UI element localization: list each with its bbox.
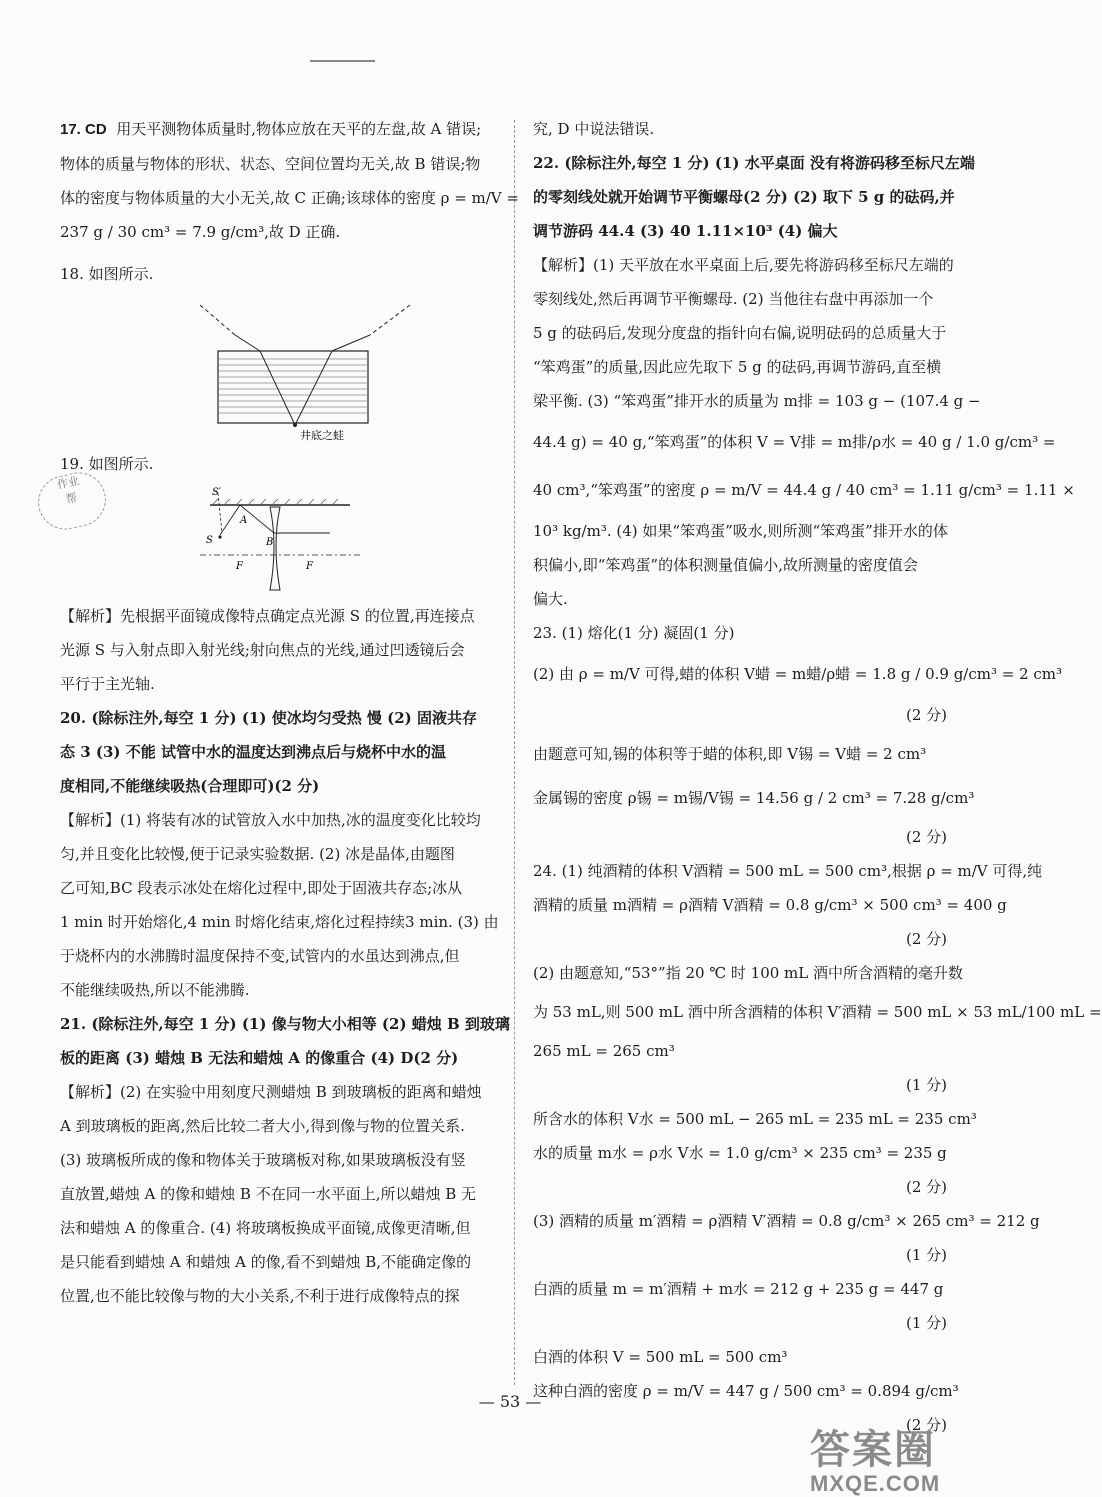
q22-analysis-9: 积偏小,即“笨鸡蛋”的体积测量值偏小,故所测量的密度值会 — [533, 556, 918, 574]
label-a: A — [240, 515, 248, 526]
q23-score-2: (2 分) — [905, 828, 947, 846]
q20-line-2: 态 3 (3) 不能 试管中水的温度达到沸点后与烧杯中水的温 — [60, 743, 446, 761]
q21-analysis-3: (3) 玻璃板所成的像和物体关于玻璃板对称,如果玻璃板没有竖 — [60, 1151, 466, 1169]
homework-stamp: 作业 帮 — [33, 468, 111, 535]
water-container — [218, 351, 368, 423]
q24-line-2: 酒精的质量 m酒精 = ρ酒精 V酒精 = 0.8 g/cm³ × 500 cm³ = 400 g — [533, 896, 1007, 914]
column-divider — [514, 120, 515, 1385]
q24-score-4: (1 分) — [905, 1246, 947, 1264]
q24-line-6: 所含水的体积 V水 = 500 mL − 265 mL = 235 mL = 235 cm³ — [533, 1110, 977, 1128]
q24-line-10: 白酒的体积 V = 500 mL = 500 cm³ — [533, 1348, 788, 1366]
watermark-main: 答案圈 — [810, 1428, 936, 1472]
q21-analysis-2: A 到玻璃板的距离,然后比较二者大小,得到像与物的位置关系. — [60, 1117, 465, 1135]
q24-line-3: (2) 由题意知,“53°”指 20 ℃ 时 100 mL 酒中所含酒精的毫升数 — [533, 964, 963, 982]
label-b: B — [266, 537, 274, 548]
q19-analysis-2: 光源 S 与入射点即入射光线;射向焦点的光线,通过凹透镜后会 — [60, 641, 465, 659]
q17-line-1: 17. CD 用天平测物体质量时,物体应放在天平的左盘,故 A 错误; — [60, 120, 482, 138]
q21-analysis-6: 是只能看到蜡烛 A 和蜡烛 A 的像,看不到蜡烛 B,不能确定像的 — [60, 1253, 472, 1271]
q22-analysis-4: “笨鸡蛋”的质量,因此应先取下 5 g 的砝码,再调节游码,直至横 — [533, 358, 942, 376]
q17-head: 17. CD — [60, 121, 107, 138]
page-number: — 53 — — [478, 1392, 542, 1411]
q24-line-11: 这种白酒的密度 ρ = m/V = 447 g / 500 cm³ = 0.894 g/cm³ — [533, 1382, 959, 1400]
q21-continuation: 究, D 中说法错误. — [533, 120, 655, 138]
frog-label: 井底之蛙 — [300, 429, 344, 442]
q23-line-2: (2) 由 ρ = m/V 可得,蜡的体积 V蜡 = m蜡/ρ蜡 = 1.8 g / 0.9 g/cm³ = 2 cm³ — [533, 665, 1063, 683]
q23-line-4: 金属锡的密度 ρ锡 = m锡/V锡 = 14.56 g / 2 cm³ = 7.28 g/cm³ — [533, 789, 975, 807]
q17-line-4: 237 g / 30 cm³ = 7.9 g/cm³,故 D 正确. — [60, 223, 341, 241]
q24-score-3: (2 分) — [905, 1178, 947, 1196]
q20-analysis-2: 匀,并且变化比较慢,便于记录实验数据. (2) 冰是晶体,由题图 — [60, 845, 455, 863]
q24-score-5: (1 分) — [905, 1314, 947, 1332]
q19-title: 19. 如图所示. — [60, 455, 154, 473]
q21-line-1: 21. (除标注外,每空 1 分) (1) 像与物大小相等 (2) 蜡烛 B 到玻璃 — [60, 1015, 510, 1033]
q24-score-1: (2 分) — [905, 930, 947, 948]
q22-line-1: 22. (除标注外,每空 1 分) (1) 水平桌面 没有将游码移至标尺左端 — [533, 154, 975, 172]
figure-18-light-diagram — [200, 303, 430, 443]
q22-analysis-6: 44.4 g) = 40 g,“笨鸡蛋”的体积 V = V排 = m排/ρ水 = 40 g / 1.0 g/cm³ = — [533, 433, 1056, 451]
q20-line-1: 20. (除标注外,每空 1 分) (1) 使冰均匀受热 慢 (2) 固液共存 — [60, 709, 477, 727]
q24-line-4: 为 53 mL,则 500 mL 酒中所含酒精的体积 V′酒精 = 500 mL × 53 mL/100 mL = — [533, 1003, 1102, 1021]
site-watermark — [810, 1418, 940, 1497]
q18-title: 18. 如图所示. — [60, 265, 154, 283]
q23-score-1: (2 分) — [905, 706, 947, 724]
label-f-right: F — [306, 561, 313, 572]
header-rule — [310, 60, 375, 62]
label-s: S — [206, 535, 213, 546]
q24-score-6: (2 分) — [905, 1416, 947, 1434]
label-f-left: F — [236, 561, 243, 572]
figure-19-lens-diagram — [200, 485, 360, 595]
left-column — [60, 112, 519, 1313]
right-column — [533, 112, 1102, 1442]
q20-analysis-5: 于烧杯内的水沸腾时温度保持不变,试管内的水虽达到沸点,但 — [60, 947, 460, 965]
concave-lens — [270, 507, 280, 590]
q20-line-3: 度相同,不能继续吸热(合理即可)(2 分) — [60, 777, 320, 795]
q22-analysis-2: 零刻线处,然后再调节平衡螺母. (2) 当他往右盘中再添加一个 — [533, 290, 934, 308]
q17-line-3: 体的密度与物体质量的大小无关,故 C 正确;该球体的密度 ρ = m/V = — [60, 189, 519, 207]
q24-line-5: 265 mL = 265 cm³ — [533, 1042, 675, 1060]
q21-analysis-1: 【解析】(2) 在实验中用刻度尺测蜡烛 B 到玻璃板的距离和蜡烛 — [60, 1083, 482, 1101]
q20-analysis-6: 不能继续吸热,所以不能沸腾. — [60, 981, 250, 999]
q19-analysis-1: 【解析】先根据平面镜成像特点确定点光源 S 的位置,再连接点 — [60, 607, 475, 625]
q23-line-1: 23. (1) 熔化(1 分) 凝固(1 分) — [533, 624, 735, 642]
q22-analysis-7: 40 cm³,“笨鸡蛋”的密度 ρ = m/V = 44.4 g / 40 cm³ = 1.11 g/cm³ = 1.11 × — [533, 481, 1075, 499]
q24-line-9: 白酒的质量 m = m′酒精 + m水 = 212 g + 235 g = 447 g — [533, 1280, 944, 1298]
q22-analysis-1: 【解析】(1) 天平放在水平桌面上后,要先将游码移至标尺左端的 — [533, 256, 954, 274]
q22-analysis-3: 5 g 的砝码后,发现分度盘的指针向右偏,说明砝码的总质量大于 — [533, 324, 947, 342]
q24-line-8: (3) 酒精的质量 m′酒精 = ρ酒精 V′酒精 = 0.8 g/cm³ × 265 cm³ = 212 g — [533, 1212, 1040, 1230]
q22-line-3: 调节游码 44.4 (3) 40 1.11×10³ (4) 偏大 — [533, 222, 838, 240]
q21-analysis-5: 法和蜡烛 A 的像重合. (4) 将玻璃板换成平面镜,成像更清晰,但 — [60, 1219, 471, 1237]
q24-line-7: 水的质量 m水 = ρ水 V水 = 1.0 g/cm³ × 235 cm³ = 235 g — [533, 1144, 947, 1162]
q24-line-1: 24. (1) 纯酒精的体积 V酒精 = 500 mL = 500 cm³,根据 ρ = m/V 可得,纯 — [533, 862, 1043, 880]
q20-analysis-1: 【解析】(1) 将装有冰的试管放入水中加热,冰的温度变化比较均 — [60, 811, 481, 829]
q17-line-2: 物体的质量与物体的形状、状态、空间位置均无关,故 B 错误;物 — [60, 155, 481, 173]
q23-line-3: 由题意可知,锡的体积等于蜡的体积,即 V锡 = V蜡 = 2 cm³ — [533, 745, 927, 763]
q21-line-2: 板的距离 (3) 蜡烛 B 无法和蜡烛 A 的像重合 (4) D(2 分) — [60, 1049, 459, 1067]
q24-score-2: (1 分) — [905, 1076, 947, 1094]
q22-analysis-8: 10³ kg/m³. (4) 如果“笨鸡蛋”吸水,则所测“笨鸡蛋”排开水的体 — [533, 522, 948, 540]
watermark-url: MXQE.COM — [810, 1471, 941, 1496]
q21-analysis-7: 位置,也不能比较像与物的大小关系,不利于进行成像特点的探 — [60, 1287, 460, 1305]
q22-analysis-5: 梁平衡. (3) “笨鸡蛋”排开水的质量为 m排 = 103 g − (107.4 g − — [533, 392, 981, 410]
q20-analysis-3: 乙可知,BC 段表示冰处在熔化过程中,即处于固液共存态;冰从 — [60, 879, 463, 897]
q22-analysis-10: 偏大. — [533, 590, 568, 608]
q19-analysis-3: 平行于主光轴. — [60, 675, 155, 693]
q22-line-2: 的零刻线处就开始调节平衡螺母(2 分) (2) 取下 5 g 的砝码,并 — [533, 188, 955, 206]
q21-analysis-4: 直放置,蜡烛 A 的像和蜡烛 B 不在同一水平面上,所以蜡烛 B 无 — [60, 1185, 477, 1203]
q20-analysis-4: 1 min 时开始熔化,4 min 时熔化结束,熔化过程持续3 min. (3) 由 — [60, 913, 499, 931]
label-s-prime: S′ — [212, 487, 222, 498]
